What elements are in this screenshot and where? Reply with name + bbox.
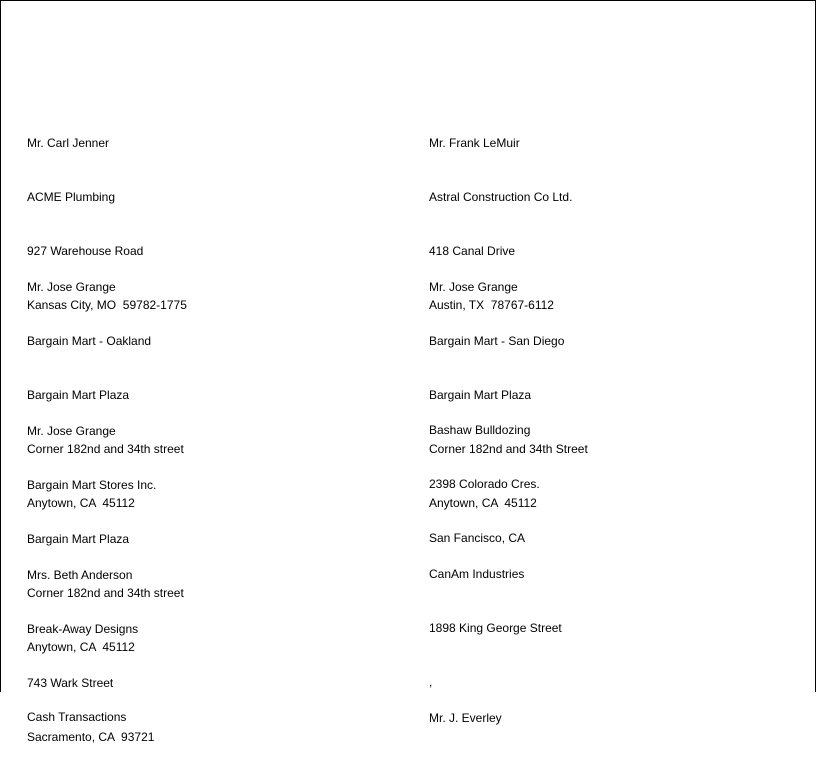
- label-line: 743 Wark Street: [27, 676, 114, 690]
- label-line: 2398 Colorado Cres.: [429, 477, 540, 491]
- mailing-label: [429, 673, 502, 763]
- label-line: Anytown, CA 45112: [27, 496, 135, 510]
- label-line: Corner 182nd and 34th Street: [429, 442, 588, 456]
- label-line: Mr. J. Everley: [429, 711, 502, 725]
- label-line: Bargain Mart Stores Inc.: [27, 478, 157, 492]
- label-line: Bargain Mart Plaza: [429, 388, 532, 402]
- label-line: Cash Transactions: [27, 710, 127, 724]
- label-line: Corner 182nd and 34th street: [27, 442, 184, 456]
- label-line: Mr. Jose Grange: [429, 280, 518, 294]
- label-line: Corner 182nd and 34th street: [27, 586, 184, 600]
- label-line: Bashaw Bulldozing: [429, 423, 531, 437]
- label-line: Mr. Carl Jenner: [27, 136, 110, 150]
- label-line: 418 Canal Drive: [429, 244, 516, 258]
- label-line: Break-Away Designs: [27, 622, 139, 636]
- label-line: Anytown, CA 45112: [429, 496, 537, 510]
- label-line: Mr. Jose Grange: [27, 424, 116, 438]
- label-line: 927 Warehouse Road: [27, 244, 144, 258]
- label-line: Astral Construction Co Ltd.: [429, 190, 573, 204]
- label-line: ACME Plumbing: [27, 190, 116, 204]
- label-line: Sacramento, CA 93721: [27, 730, 155, 744]
- label-line: Anytown, CA 45112: [27, 640, 135, 654]
- label-line: 1898 King George Street: [429, 621, 562, 635]
- label-line: ,: [429, 675, 433, 689]
- label-line: Bargain Mart Plaza: [27, 532, 130, 546]
- label-line: Mr. Frank LeMuir: [429, 136, 520, 150]
- label-line: Bargain Mart - Oakland: [27, 334, 152, 348]
- label-line: Austin, TX 78767-6112: [429, 298, 554, 312]
- mailing-label: [27, 672, 126, 762]
- label-line: Mrs. Beth Anderson: [27, 568, 133, 582]
- label-line: CanAm Industries: [429, 567, 525, 581]
- label-line: Mr. Jose Grange: [27, 280, 116, 294]
- label-line: San Fancisco, CA: [429, 531, 526, 545]
- label-line: Bargain Mart - San Diego: [429, 334, 565, 348]
- label-line: Bargain Mart Plaza: [27, 388, 130, 402]
- label-line: Kansas City, MO 59782-1775: [27, 298, 187, 312]
